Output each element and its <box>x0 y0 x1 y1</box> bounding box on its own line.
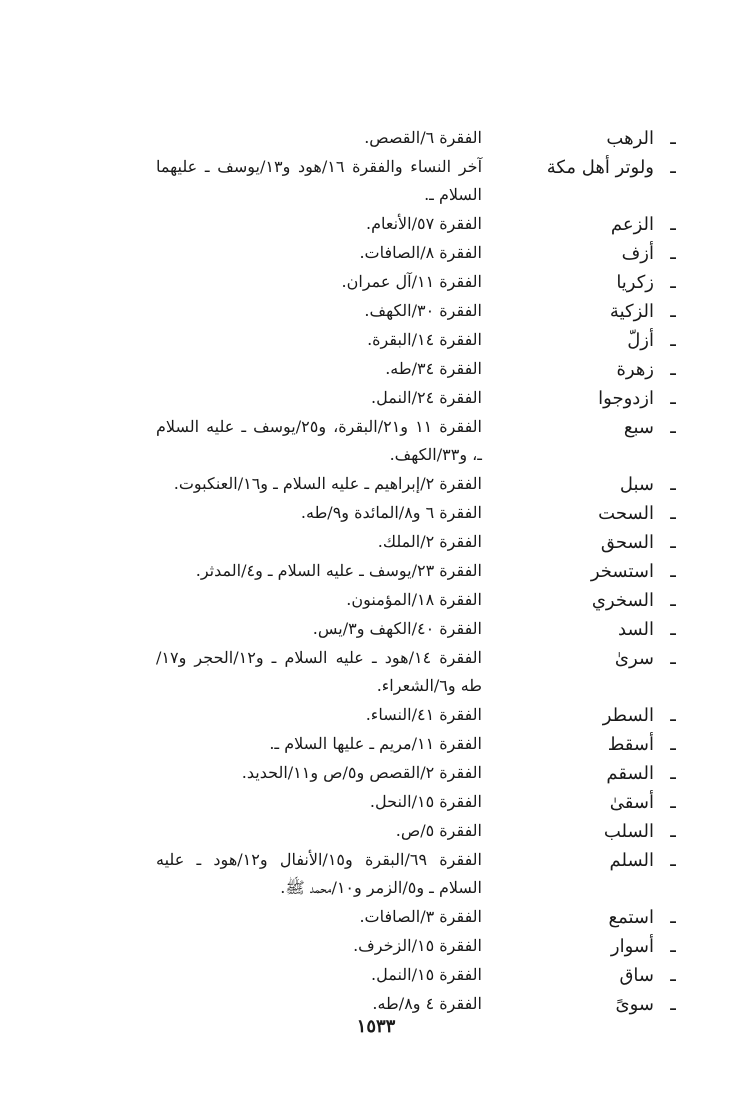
entry-word: الزكية <box>609 301 654 322</box>
index-entry <box>0 528 752 557</box>
index-entry <box>0 846 752 903</box>
entry-dash: ـ <box>670 704 676 726</box>
index-entry <box>0 701 752 730</box>
entry-dash: ـ <box>670 935 676 957</box>
entry-reference: الفقرة ٨/الصافات. <box>359 243 482 262</box>
entry-dash: ـ <box>670 820 676 842</box>
entry-reference: الفقرة ٢/إبراهيم ـ عليه السلام ـ و١٦/العنكبوت. <box>173 474 482 493</box>
entry-reference: آخر النساء والفقرة ١٦/هود و١٣/يوسف ـ عليهما السلام ـ. <box>156 157 483 204</box>
entry-reference: الفقرة ٤ و٨/طه. <box>372 994 482 1013</box>
entry-word: زهرة <box>616 359 654 380</box>
entry-dash: ـ <box>670 560 676 582</box>
entry-reference: الفقرة ٤١/النساء. <box>365 705 482 724</box>
entry-dash: ـ <box>670 647 676 669</box>
index-entry <box>0 557 752 586</box>
index-entry <box>0 326 752 355</box>
entry-dash: ـ <box>670 242 676 264</box>
entry-word: ساق <box>619 965 654 986</box>
entry-reference: الفقرة ٢٤/النمل. <box>371 388 482 407</box>
entry-reference: الفقرة ٢/القصص و٥/ص و١١/الحديد. <box>241 763 482 782</box>
entry-reference: الفقرة ٣/الصافات. <box>359 907 482 926</box>
entry-dash: ـ <box>670 213 676 235</box>
entry-dash: ـ <box>670 329 676 351</box>
entry-word: أسقىٰ <box>609 792 654 813</box>
index-entry <box>0 990 752 1019</box>
entry-reference: الفقرة ١١/آل عمران. <box>341 272 482 291</box>
entry-reference: الفقرة ٣٠/الكهف. <box>364 301 482 320</box>
entry-reference: الفقرة ١٥/النمل. <box>371 965 482 984</box>
entry-word: سبل <box>619 474 654 495</box>
index-entry <box>0 470 752 499</box>
index-entry <box>0 788 752 817</box>
entry-word: السخري <box>591 590 654 611</box>
entry-reference: الفقرة ١٥/الزخرف. <box>353 936 482 955</box>
index-entry <box>0 903 752 932</box>
index-entry <box>0 124 752 153</box>
index-entry <box>0 268 752 297</box>
entry-dash: ـ <box>670 733 676 755</box>
entry-word: ولوتر أهل مكة <box>546 157 654 178</box>
entry-dash: ـ <box>670 791 676 813</box>
entry-dash: ـ <box>670 849 676 871</box>
index-entry <box>0 499 752 528</box>
entry-reference: الفقرة ٢٣/يوسف ـ عليه السلام ـ و٤/المدثر. <box>195 561 482 580</box>
entry-word: ازدوجوا <box>598 388 654 409</box>
entry-reference: الفقرة ٢/الملك. <box>377 532 482 551</box>
entry-reference: الفقرة ٥/ص. <box>395 821 482 840</box>
page-number: ١٥٣٣ <box>356 1016 396 1037</box>
entry-reference: الفقرة ١٥/النحل. <box>369 792 482 811</box>
index-entry <box>0 239 752 268</box>
entry-word: سبع <box>623 417 654 438</box>
entry-word: سوىً <box>615 994 654 1015</box>
entry-dash: ـ <box>670 964 676 986</box>
index-entry <box>0 644 752 701</box>
entry-word: السحق <box>600 532 654 553</box>
entry-word: أزلّ <box>627 330 654 351</box>
entry-dash: ـ <box>670 906 676 928</box>
index-entry <box>0 961 752 990</box>
index-entry <box>0 759 752 788</box>
entry-dash: ـ <box>670 271 676 293</box>
entry-dash: ـ <box>670 762 676 784</box>
entry-word: أسقط <box>607 734 654 755</box>
entry-word: أسوار <box>610 936 654 957</box>
entry-word: أزف <box>621 243 654 264</box>
entry-dash: ـ <box>670 387 676 409</box>
entry-dash: ـ <box>670 416 676 438</box>
index-entry <box>0 297 752 326</box>
entry-reference: الفقرة ٦٩/البقرة و١٥/الأنفال و١٢/هود ـ عليه السلام ـ و٥/الزمر و١٠/محمد ﷺ. <box>156 850 482 897</box>
entry-word: الزعم <box>610 214 654 235</box>
index-entry <box>0 355 752 384</box>
entry-word: السطر <box>602 705 654 726</box>
entry-reference: الفقرة ١٤/البقرة. <box>367 330 482 349</box>
entry-reference: الفقرة ١١/مريم ـ عليها السلام ـ. <box>269 734 482 753</box>
index-entry <box>0 210 752 239</box>
entry-reference: الفقرة ٦/القصص. <box>364 128 482 147</box>
entry-word: السد <box>618 619 654 640</box>
entry-word: الرهب <box>606 128 654 149</box>
index-entry <box>0 153 752 210</box>
entry-word: السقم <box>606 763 654 784</box>
entry-reference: الفقرة ١٨/المؤمنون. <box>346 590 482 609</box>
entry-dash: ـ <box>670 618 676 640</box>
entry-dash: ـ <box>670 127 676 149</box>
index-entry <box>0 413 752 470</box>
entry-word: سرىٰ <box>614 648 654 669</box>
entry-dash: ـ <box>670 300 676 322</box>
index-entry <box>0 586 752 615</box>
entry-reference: الفقرة ٤٠/الكهف و٣/يس. <box>312 619 482 638</box>
entry-dash: ـ <box>670 502 676 524</box>
index-entry <box>0 817 752 846</box>
index-entries <box>0 124 752 1019</box>
entry-dash: ـ <box>670 156 676 178</box>
entry-reference: الفقرة ٥٧/الأنعام. <box>366 214 482 233</box>
entry-word: استسخر <box>590 561 654 582</box>
entry-dash: ـ <box>670 589 676 611</box>
index-entry <box>0 615 752 644</box>
entry-word: استمع <box>608 907 654 928</box>
index-entry <box>0 384 752 413</box>
entry-reference: الفقرة ١٤/هود ـ عليه السلام ـ و١٢/الحجر و١٧/طه و٦/الشعراء. <box>156 648 483 695</box>
entry-dash: ـ <box>670 473 676 495</box>
entry-dash: ـ <box>670 531 676 553</box>
entry-word: زكريا <box>616 272 654 293</box>
entry-reference: الفقرة ٦ و٨/المائدة و٩/طه. <box>300 503 482 522</box>
entry-reference: الفقرة ٣٤/طه. <box>385 359 482 378</box>
entry-word: السحت <box>598 503 654 524</box>
entry-dash: ـ <box>670 358 676 380</box>
entry-word: السلب <box>603 821 654 842</box>
entry-word: السلم <box>609 850 654 871</box>
index-entry <box>0 730 752 759</box>
index-entry <box>0 932 752 961</box>
entry-dash: ـ <box>670 993 676 1015</box>
entry-reference: الفقرة ١١ و٢١/البقرة، و٢٥/يوسف ـ عليه السلام ـ، و٣٣/الكهف. <box>156 417 482 464</box>
